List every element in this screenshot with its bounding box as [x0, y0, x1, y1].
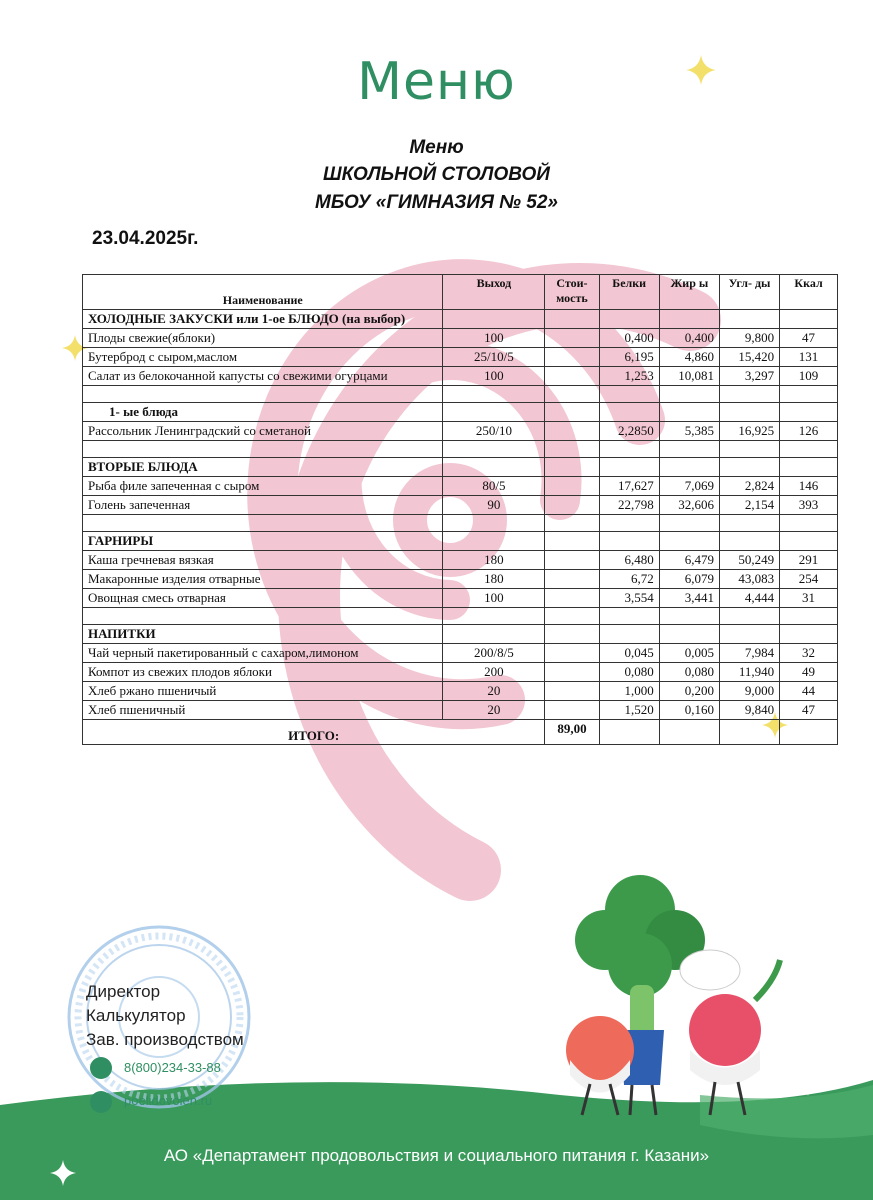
dish-protein: 0,045 [599, 644, 659, 663]
section-title: ХОЛОДНЫЕ ЗАКУСКИ или 1-ое БЛЮДО (на выбор) [83, 310, 443, 329]
dish-protein: 0,080 [599, 663, 659, 682]
dish-name: Плоды свежие(яблоки) [83, 329, 443, 348]
dish-output: 180 [443, 570, 545, 589]
calculator-label: Калькулятор [86, 1006, 186, 1025]
dish-name: Макаронные изделия отварные [83, 570, 443, 589]
dish-output: 25/10/5 [443, 348, 545, 367]
section-row [83, 532, 838, 551]
dish-name: Овощная смесь отварная [83, 589, 443, 608]
total-row [83, 720, 838, 745]
empty-row [83, 441, 838, 458]
table-row [83, 496, 838, 515]
dish-name: Рассольник Ленинградский со сметаной [83, 422, 443, 441]
dish-name: Компот из свежих плодов яблоки [83, 663, 443, 682]
header-fat: Жир ы [659, 275, 719, 310]
dish-protein: 17,627 [599, 477, 659, 496]
section-row [83, 403, 838, 422]
dish-fat: 0,005 [659, 644, 719, 663]
section-title: ГАРНИРЫ [83, 532, 443, 551]
dish-fat: 4,860 [659, 348, 719, 367]
empty-row [83, 386, 838, 403]
dish-kcal: 31 [780, 589, 838, 608]
table-row [83, 329, 838, 348]
table-row [83, 367, 838, 386]
dish-kcal: 131 [780, 348, 838, 367]
dish-output: 100 [443, 589, 545, 608]
dish-fat: 0,160 [659, 701, 719, 720]
dish-protein: 1,000 [599, 682, 659, 701]
dish-name: Хлеб ржано пшеничый [83, 682, 443, 701]
dish-carbs: 7,984 [719, 644, 779, 663]
dish-name: Салат из белокочанной капусты со свежими огурцами [83, 367, 443, 386]
menu-table [82, 274, 838, 745]
dish-fat: 0,400 [659, 329, 719, 348]
dish-protein: 22,798 [599, 496, 659, 515]
dish-carbs: 50,249 [719, 551, 779, 570]
dish-kcal: 47 [780, 701, 838, 720]
total-cost: 89,00 [545, 720, 599, 745]
table-row [83, 644, 838, 663]
dish-name: Чай черный пакетированный с сахаром,лимоном [83, 644, 443, 663]
table-row [83, 589, 838, 608]
dish-protein: 2,2850 [599, 422, 659, 441]
dish-protein: 3,554 [599, 589, 659, 608]
empty-row [83, 608, 838, 625]
section-title: НАПИТКИ [83, 625, 443, 644]
dish-protein: 6,480 [599, 551, 659, 570]
table-header-row [83, 275, 838, 310]
table-row [83, 348, 838, 367]
dish-protein: 6,195 [599, 348, 659, 367]
table-row [83, 570, 838, 589]
dish-protein: 0,400 [599, 329, 659, 348]
total-label: ИТОГО: [83, 720, 545, 745]
dish-kcal: 32 [780, 644, 838, 663]
school-title: МБОУ «ГИМНАЗИЯ № 52» [315, 192, 558, 213]
dish-carbs: 9,840 [719, 701, 779, 720]
dish-output: 100 [443, 329, 545, 348]
dish-fat: 7,069 [659, 477, 719, 496]
dish-kcal: 49 [780, 663, 838, 682]
website-link: poelidovolen.ru [124, 1093, 213, 1108]
table-row [83, 551, 838, 570]
dish-carbs: 2,824 [719, 477, 779, 496]
header-name: Наименование [83, 275, 443, 310]
dish-output: 20 [443, 682, 545, 701]
dish-name: Каша гречневая вязкая [83, 551, 443, 570]
section-title: ВТОРЫЕ БЛЮДА [83, 458, 443, 477]
department-name: АО «Департамент продовольствия и социального питания г. Казани» [163, 1146, 710, 1165]
canteen-title: ШКОЛЬНОЙ СТОЛОВОЙ [323, 164, 550, 185]
dish-output: 200/8/5 [443, 644, 545, 663]
table-row [83, 682, 838, 701]
menu-date: 23.04.2025г. [92, 228, 199, 249]
section-row [83, 625, 838, 644]
dish-protein: 1,253 [599, 367, 659, 386]
menu-logo: Меню [357, 52, 516, 112]
dish-output: 80/5 [443, 477, 545, 496]
header-kcal: Ккал [780, 275, 838, 310]
menu-subtitle: Меню [409, 137, 464, 158]
header-output: Выход [443, 275, 545, 310]
sparkle-icon [790, 1060, 826, 1096]
phone-icon [90, 1057, 112, 1079]
dish-output: 90 [443, 496, 545, 515]
table-row [83, 701, 838, 720]
table-row [83, 477, 838, 496]
dish-name: Голень запеченная [83, 496, 443, 515]
header-cost: Стои-мость [545, 275, 599, 310]
dish-carbs: 3,297 [719, 367, 779, 386]
dish-carbs: 15,420 [719, 348, 779, 367]
dish-carbs: 2,154 [719, 496, 779, 515]
dish-carbs: 9,800 [719, 329, 779, 348]
table-row [83, 422, 838, 441]
empty-row [83, 515, 838, 532]
section-row [83, 458, 838, 477]
dish-carbs: 43,083 [719, 570, 779, 589]
dish-output: 180 [443, 551, 545, 570]
dish-output: 250/10 [443, 422, 545, 441]
dish-kcal: 47 [780, 329, 838, 348]
production-label: Зав. производством [86, 1030, 244, 1049]
vegetable-mascots-illustration [560, 870, 800, 1120]
dish-fat: 6,079 [659, 570, 719, 589]
dish-kcal: 393 [780, 496, 838, 515]
globe-icon [90, 1091, 112, 1113]
dish-carbs: 4,444 [719, 589, 779, 608]
dish-name: Бутерброд с сыром,маслом [83, 348, 443, 367]
dish-kcal: 291 [780, 551, 838, 570]
dish-carbs: 11,940 [719, 663, 779, 682]
dish-name: Хлеб пшеничный [83, 701, 443, 720]
phone-number: 8(800)234-33-88 [124, 1060, 221, 1075]
dish-name: Рыба филе запеченная с сыром [83, 477, 443, 496]
dish-kcal: 109 [780, 367, 838, 386]
dish-protein: 1,520 [599, 701, 659, 720]
dish-kcal: 126 [780, 422, 838, 441]
dish-carbs: 9,000 [719, 682, 779, 701]
dish-fat: 0,080 [659, 663, 719, 682]
header-protein: Белки [599, 275, 659, 310]
section-row [83, 310, 838, 329]
header-carbs: Угл- ды [719, 275, 779, 310]
dish-protein: 6,72 [599, 570, 659, 589]
dish-fat: 32,606 [659, 496, 719, 515]
table-row [83, 663, 838, 682]
section-title: 1- ые блюда [83, 403, 443, 422]
dish-kcal: 254 [780, 570, 838, 589]
dish-fat: 10,081 [659, 367, 719, 386]
dish-kcal: 44 [780, 682, 838, 701]
dish-kcal: 146 [780, 477, 838, 496]
dish-fat: 3,441 [659, 589, 719, 608]
dish-carbs: 16,925 [719, 422, 779, 441]
dish-fat: 0,200 [659, 682, 719, 701]
dish-output: 20 [443, 701, 545, 720]
director-label: Директор [86, 982, 161, 1001]
dish-output: 100 [443, 367, 545, 386]
dish-fat: 5,385 [659, 422, 719, 441]
dish-output: 200 [443, 663, 545, 682]
dish-fat: 6,479 [659, 551, 719, 570]
